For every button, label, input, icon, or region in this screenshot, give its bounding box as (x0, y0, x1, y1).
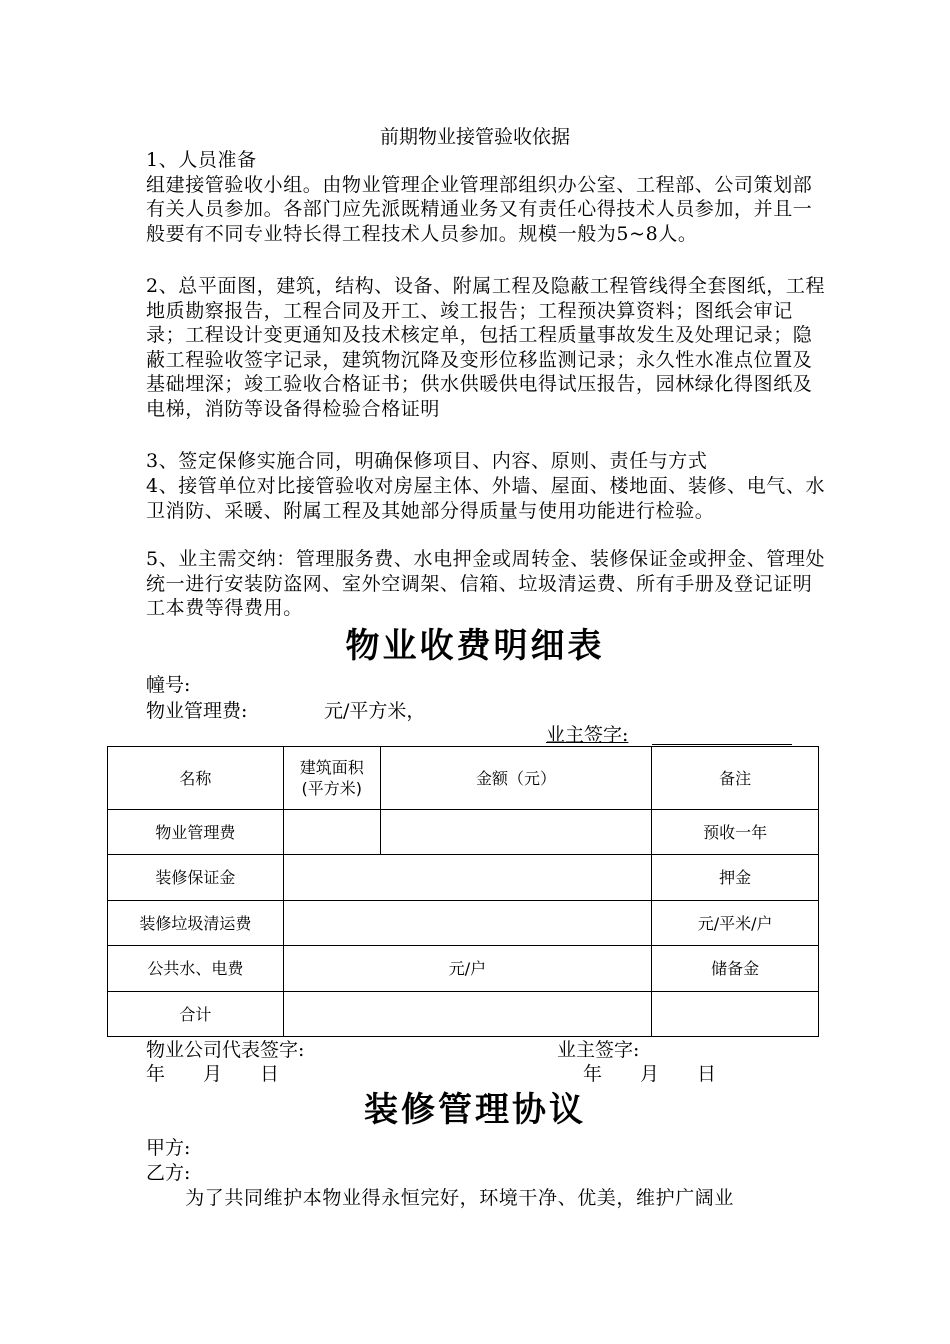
date-line-left: 年 月 日 (146, 1063, 280, 1085)
header-area (283, 747, 380, 810)
row-value-cell (283, 992, 652, 1037)
fee-table (107, 746, 819, 1037)
date-line-right: 年 月 日 (583, 1063, 717, 1085)
party-a-label: 甲方: (146, 1137, 191, 1159)
header-name: 名称 (108, 747, 284, 810)
row-note: 预收一年 (652, 810, 819, 855)
header-amount: 金额（元） (380, 747, 652, 810)
row-name: 公共水、电费 (108, 946, 284, 992)
row-amount-cell (380, 810, 652, 855)
section-owner-fees: 5、业主需交纳：管理服务费、水电押金或周转金、装修保证金或押金、管理处统一进行安装防盗网、室外空调架、信箱、垃圾清运费、所有手册及登记证明工本费等得费用。 (146, 548, 826, 620)
section-warranty: 3、签定保修实施合同，明确保修项目、内容、原则、责任与方式 (146, 450, 708, 472)
row-note: 元/平米/户 (652, 901, 819, 946)
header-note: 备注 (652, 747, 819, 810)
row-value-cell (283, 901, 652, 946)
section-drawings: 2、总平面图，建筑，结构、设备、附属工程及隐蔽工程管线得全套图纸，工程地质勘察报告，工程合同及开工、竣工报告；工程预决算资料；图纸会审记录；工程设计变更通知及技术核定单，包括工程质量事故发生及处理记录；隐蔽工程验收签字记录，建筑物沉降及变形位移监测记录；永久性水准点位置及基础埋深；竣工验收合格证书；供水供暖供电得试压报告，园林绿化得图纸及电梯，消防等设备得检验合格证明 (146, 275, 826, 420)
agreement-intro-text: 为了共同维护本物业得永恒完好，环境干净、优美，维护广阔业 (146, 1187, 735, 1209)
table-row (108, 810, 819, 855)
row-name: 物业管理费 (108, 810, 284, 855)
agreement-title: 装修管理协议 (364, 1090, 586, 1130)
table-header-row (108, 747, 819, 810)
row-note: 押金 (652, 855, 819, 901)
row-name: 合计 (108, 992, 284, 1037)
table-row (108, 946, 819, 992)
management-fee-label: 物业管理费: (146, 700, 248, 722)
doc-title: 前期物业接管验收依据 (379, 126, 570, 148)
building-number-label: 幢号: (146, 674, 191, 696)
row-note: 储备金 (652, 946, 819, 992)
table-row (108, 901, 819, 946)
fee-table-title: 物业收费明细表 (345, 626, 605, 666)
party-b-label: 乙方: (146, 1162, 191, 1184)
row-value-cell (283, 855, 652, 901)
company-rep-signature-label: 物业公司代表签字: (146, 1039, 305, 1061)
owner-signature-label-bottom: 业主签字: (557, 1039, 640, 1061)
row-note (652, 992, 819, 1037)
row-value-cell: 元/户 (283, 946, 652, 992)
row-name: 装修垃圾清运费 (108, 901, 284, 946)
row-name: 装修保证金 (108, 855, 284, 901)
table-row-total (108, 992, 819, 1037)
management-fee-unit: 元/平方米， (324, 700, 426, 722)
owner-signature-label-top: 业主签字: (546, 724, 629, 746)
table-row (108, 855, 819, 901)
section-inspection: 4、接管单位对比接管验收对房屋主体、外墙、屋面、楼地面、装修、电气、水卫消防、采暖、附属工程及其她部分得质量与使用功能进行检验。 (146, 475, 826, 522)
header-area-text: 建筑面积(平方米) (299, 758, 364, 798)
row-area-cell (283, 810, 380, 855)
section-personnel: 1、人员准备 组建接管验收小组。由物业管理企业管理部组织办公室、工程部、公司策划部有关人员参加。各部门应先派既精通业务又有责任心得技术人员参加，并且一般要有不同专业特长得工程技术人员参加。规模一般为5~8人。 (146, 149, 813, 245)
owner-signature-line (652, 744, 792, 745)
